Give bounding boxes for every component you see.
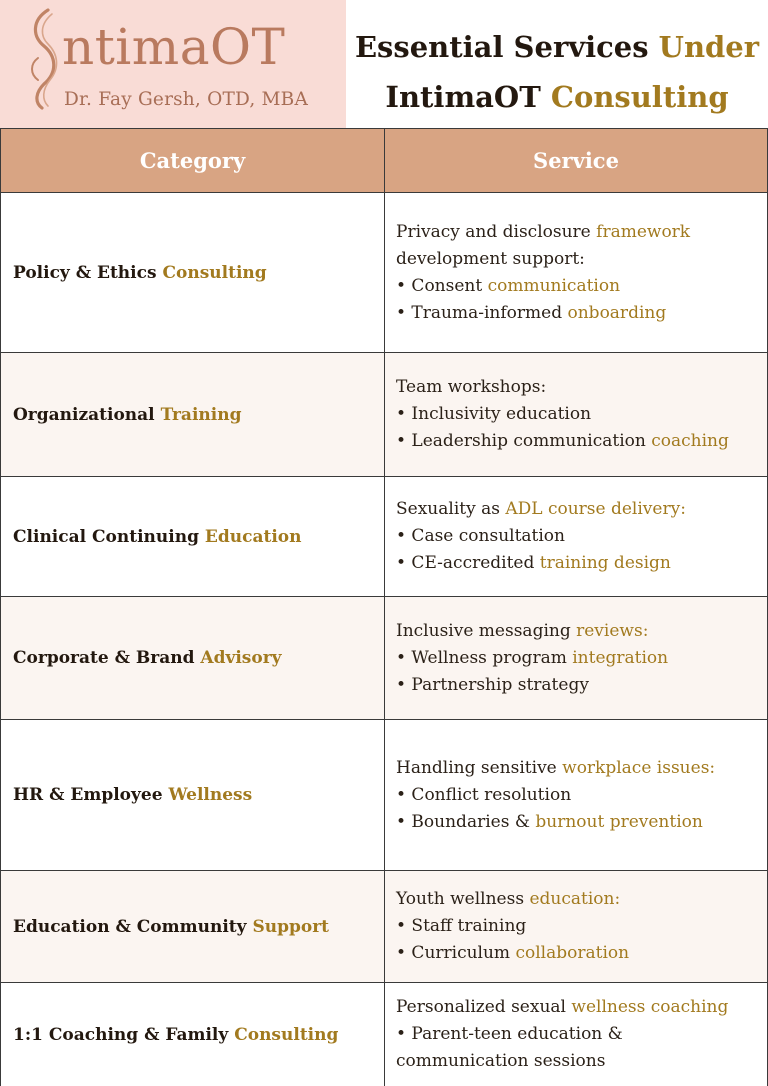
category-label-accent: Education: [204, 526, 302, 547]
service-text-accent: burnout prevention: [535, 811, 703, 832]
table-row: [1, 193, 768, 353]
service-cell: [385, 477, 768, 597]
title-part: Essential Services: [354, 30, 649, 64]
service-line: [396, 809, 761, 836]
service-cell: [385, 193, 768, 353]
service-line: [396, 428, 761, 455]
logo-subtitle: Dr. Fay Gersh, OTD, MBA: [64, 89, 309, 110]
service-text: • Curriculum: [396, 943, 511, 963]
service-text: Sexuality as: [396, 499, 500, 519]
table-body: [1, 193, 768, 1086]
service-line: [396, 886, 761, 913]
page-title-line-2: [346, 80, 768, 114]
table-row: [1, 353, 768, 477]
title-part: IntimaOT: [385, 80, 541, 114]
category-label-accent: Training: [160, 404, 242, 425]
service-line: [396, 300, 761, 327]
service-line: [396, 550, 761, 577]
service-cell: [385, 983, 768, 1086]
service-text: Inclusive messaging: [396, 620, 571, 641]
category-label-accent: Consulting: [234, 1024, 339, 1045]
service-line: [396, 672, 761, 699]
category-label: Corporate & Brand: [13, 648, 195, 668]
service-line: [396, 755, 761, 782]
service-text: Handling sensitive: [396, 757, 557, 778]
service-text-accent: workplace issues:: [562, 757, 716, 778]
category-cell: [1, 871, 385, 983]
service-text-accent: ADL course delivery:: [505, 499, 686, 519]
category-cell: [1, 597, 385, 720]
category-label-accent: Wellness: [168, 785, 253, 805]
service-text: • Boundaries &: [396, 811, 530, 832]
service-line: [396, 618, 761, 645]
logo-wordmark: ntimaOT: [62, 18, 286, 76]
service-text: communication sessions: [396, 1051, 606, 1071]
service-text: • CE-accredited: [396, 553, 535, 573]
table-row: [1, 720, 768, 871]
service-line: [396, 523, 761, 550]
service-text: Privacy and disclosure: [396, 221, 591, 242]
category-cell: [1, 983, 385, 1086]
category-label: Policy & Ethics: [13, 262, 157, 283]
category-label: HR & Employee: [13, 785, 163, 805]
service-cell: [385, 720, 768, 871]
service-text-accent: coaching: [651, 431, 729, 451]
service-line: [396, 273, 761, 300]
category-label: 1:1 Coaching & Family: [13, 1024, 229, 1045]
service-text: Personalized sexual: [396, 997, 566, 1017]
service-text: Youth wellness: [396, 889, 525, 909]
services-table: [0, 128, 768, 1086]
service-text: • Staff training: [396, 916, 527, 936]
category-label-accent: Consulting: [162, 262, 267, 283]
service-line: [396, 374, 761, 401]
service-text-accent: training design: [539, 553, 671, 573]
service-text: • Case consultation: [396, 526, 565, 546]
category-label: Organizational: [13, 404, 155, 425]
service-line: [396, 913, 761, 940]
category-cell: [1, 353, 385, 477]
category-cell: [1, 193, 385, 353]
service-line: [396, 246, 761, 273]
service-text-accent: communication: [487, 275, 621, 296]
service-text: • Partnership strategy: [396, 674, 589, 695]
service-line: [396, 994, 761, 1021]
service-text: • Leadership communication: [396, 431, 646, 451]
title-part-accent: Under: [658, 30, 760, 64]
service-text: • Inclusivity education: [396, 404, 592, 424]
service-line: [396, 401, 761, 428]
table-header-row: [1, 129, 768, 193]
service-text-accent: integration: [572, 647, 669, 668]
service-cell: [385, 597, 768, 720]
table-row: [1, 597, 768, 720]
category-cell: [1, 477, 385, 597]
service-line: [396, 645, 761, 672]
page-header: [0, 0, 768, 128]
column-header-service: Service: [385, 129, 768, 193]
service-text-accent: collaboration: [515, 943, 630, 963]
service-text: • Conflict resolution: [396, 784, 572, 805]
category-label-accent: Advisory: [200, 648, 282, 668]
service-line: [396, 1048, 761, 1075]
table-row: [1, 983, 768, 1086]
table-row: [1, 871, 768, 983]
category-label-accent: Support: [252, 916, 330, 937]
service-line: [396, 782, 761, 809]
title-panel: [346, 0, 768, 128]
page-title-line-1: [346, 30, 768, 64]
column-header-category: Category: [1, 129, 385, 193]
service-text: Team workshops:: [396, 377, 547, 397]
category-cell: [1, 720, 385, 871]
service-text-accent: reviews:: [576, 620, 649, 641]
title-part-accent: Consulting: [550, 80, 729, 114]
service-line: [396, 496, 761, 523]
service-line: [396, 1021, 761, 1048]
service-text-accent: framework: [596, 221, 691, 242]
category-label: Clinical Continuing: [13, 526, 199, 547]
service-text: • Trauma-informed: [396, 302, 563, 323]
service-text-accent: wellness coaching: [571, 997, 729, 1017]
service-text: • Consent: [396, 275, 483, 296]
service-text: • Parent-teen education &: [396, 1024, 623, 1044]
service-line: [396, 219, 761, 246]
service-line: [396, 940, 761, 967]
service-text-accent: onboarding: [567, 302, 667, 323]
service-text: development support:: [396, 248, 585, 269]
logo-panel: [0, 0, 346, 128]
service-text: • Wellness program: [396, 647, 567, 668]
table-row: [1, 477, 768, 597]
service-text-accent: education:: [529, 889, 621, 909]
service-cell: [385, 871, 768, 983]
category-label: Education & Community: [13, 916, 247, 937]
service-cell: [385, 353, 768, 477]
